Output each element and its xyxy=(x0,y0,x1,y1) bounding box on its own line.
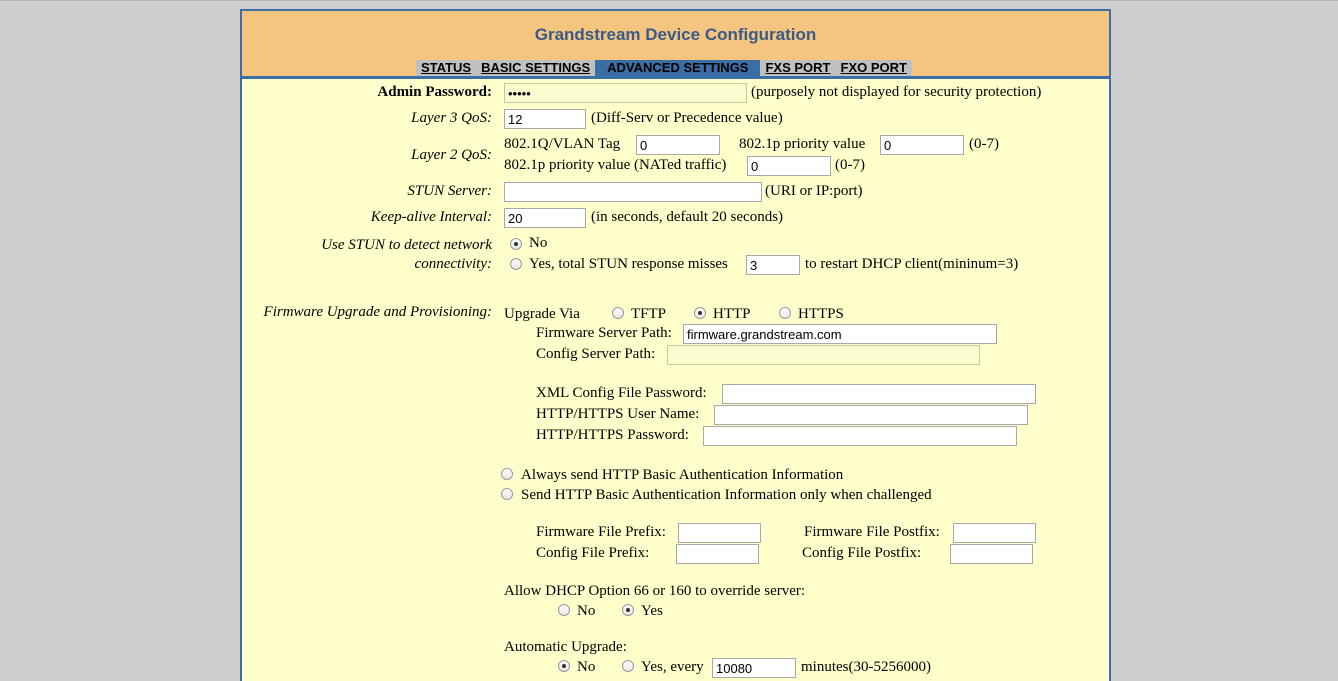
firmware-postfix-input[interactable] xyxy=(953,523,1036,543)
use-stun-no-radio[interactable] xyxy=(510,238,522,250)
admin-password-input[interactable] xyxy=(504,83,747,103)
auto-upgrade-no-label: No xyxy=(577,659,596,675)
keepalive-note: (in seconds, default 20 seconds) xyxy=(591,209,784,225)
dhcp-override-no-radio[interactable] xyxy=(558,604,570,616)
firmware-prefix-input[interactable] xyxy=(678,523,761,543)
auto-upgrade-yes-label: Yes, every xyxy=(641,659,704,675)
challenge-auth-radio[interactable] xyxy=(501,488,513,500)
xml-config-password-input[interactable] xyxy=(722,384,1036,404)
upgrade-tftp-label: TFTP xyxy=(631,306,667,322)
firmware-server-path-input[interactable] xyxy=(683,324,997,344)
upgrade-http-label: HTTP xyxy=(713,306,751,322)
window-top-border xyxy=(0,0,1338,1)
http-username-label: HTTP/HTTPS User Name: xyxy=(536,406,700,422)
nav-tabs xyxy=(416,60,912,76)
stun-server-label: STUN Server: xyxy=(407,183,492,199)
use-stun-yes-label: Yes, total STUN response misses xyxy=(529,256,728,272)
always-send-auth-label: Always send HTTP Basic Authentication Information xyxy=(521,467,844,483)
vlan-tag-input[interactable] xyxy=(636,135,720,155)
firmware-postfix-label: Firmware File Postfix: xyxy=(804,524,940,540)
use-stun-label-line1: Use STUN to detect network xyxy=(321,237,492,253)
page-header xyxy=(242,11,1109,79)
config-panel xyxy=(240,9,1111,681)
priority-value-input[interactable] xyxy=(880,135,964,155)
upgrade-https-radio[interactable] xyxy=(779,307,791,319)
upgrade-https-label: HTTPS xyxy=(798,306,844,322)
tab-fxo-port[interactable]: FXO PORT xyxy=(836,60,912,76)
admin-password-label: Admin Password: xyxy=(377,84,492,100)
admin-password-note: (purposely not displayed for security protection) xyxy=(751,84,1042,100)
use-stun-yes-suffix: to restart DHCP client(mininum=3) xyxy=(805,256,1019,272)
dhcp-override-no-label: No xyxy=(577,603,596,619)
keepalive-label: Keep-alive Interval: xyxy=(370,209,492,225)
layer3-qos-note: (Diff-Serv or Precedence value) xyxy=(591,110,783,126)
vlan-tag-label: 802.1Q/VLAN Tag xyxy=(504,136,621,152)
dhcp-override-yes-radio[interactable] xyxy=(622,604,634,616)
auto-upgrade-no-radio[interactable] xyxy=(558,660,570,672)
always-send-auth-radio[interactable] xyxy=(501,468,513,480)
upgrade-via-label: Upgrade Via xyxy=(504,306,580,322)
config-server-path-label: Config Server Path: xyxy=(536,346,656,362)
stun-server-note: (URI or IP:port) xyxy=(765,183,863,199)
http-password-label: HTTP/HTTPS Password: xyxy=(536,427,689,443)
automatic-upgrade-label: Automatic Upgrade: xyxy=(504,639,627,655)
config-prefix-input[interactable] xyxy=(676,544,759,564)
config-postfix-input[interactable] xyxy=(950,544,1033,564)
nat-priority-input[interactable] xyxy=(747,156,831,176)
config-server-path-input[interactable] xyxy=(667,345,980,365)
config-postfix-label: Config File Postfix: xyxy=(802,545,922,561)
upgrade-http-radio[interactable] xyxy=(694,307,706,319)
dhcp-override-yes-label: Yes xyxy=(641,603,663,619)
nat-priority-note: (0-7) xyxy=(835,157,865,173)
page-title: Grandstream Device Configuration xyxy=(534,25,817,44)
use-stun-no-label: No xyxy=(529,235,548,251)
priority-value-label: 802.1p priority value xyxy=(739,136,866,152)
layer2-qos-label: Layer 2 QoS: xyxy=(411,147,492,163)
upgrade-tftp-radio[interactable] xyxy=(612,307,624,319)
dhcp-override-label: Allow DHCP Option 66 or 160 to override server: xyxy=(504,583,806,599)
auto-upgrade-interval-note: minutes(30-5256000) xyxy=(801,659,931,675)
stun-misses-input[interactable] xyxy=(746,255,800,275)
use-stun-label-line2: connectivity: xyxy=(414,256,492,272)
xml-config-password-label: XML Config File Password: xyxy=(536,385,707,401)
nat-priority-label: 802.1p priority value (NATed traffic) xyxy=(504,157,727,173)
tab-basic-settings[interactable]: BASIC SETTINGS xyxy=(476,60,595,76)
firmware-prefix-label: Firmware File Prefix: xyxy=(536,524,666,540)
auto-upgrade-interval-input[interactable] xyxy=(712,658,796,678)
tab-status[interactable]: STATUS xyxy=(416,60,476,76)
http-username-input[interactable] xyxy=(714,405,1028,425)
stun-server-input[interactable] xyxy=(504,182,762,202)
http-password-input[interactable] xyxy=(703,426,1017,446)
challenge-auth-label: Send HTTP Basic Authentication Information only when challenged xyxy=(521,487,932,503)
priority-value-note: (0-7) xyxy=(969,136,999,152)
tab-fxs-port[interactable]: FXS PORT xyxy=(760,60,835,76)
use-stun-yes-radio[interactable] xyxy=(510,258,522,270)
keepalive-input[interactable] xyxy=(504,208,586,228)
config-prefix-label: Config File Prefix: xyxy=(536,545,650,561)
tab-advanced-settings[interactable]: ADVANCED SETTINGS xyxy=(595,60,760,76)
firmware-upgrade-label: Firmware Upgrade and Provisioning: xyxy=(263,304,492,320)
layer3-qos-label: Layer 3 QoS: xyxy=(411,110,492,126)
layer3-qos-input[interactable] xyxy=(504,109,586,129)
auto-upgrade-yes-radio[interactable] xyxy=(622,660,634,672)
firmware-server-path-label: Firmware Server Path: xyxy=(536,325,672,341)
